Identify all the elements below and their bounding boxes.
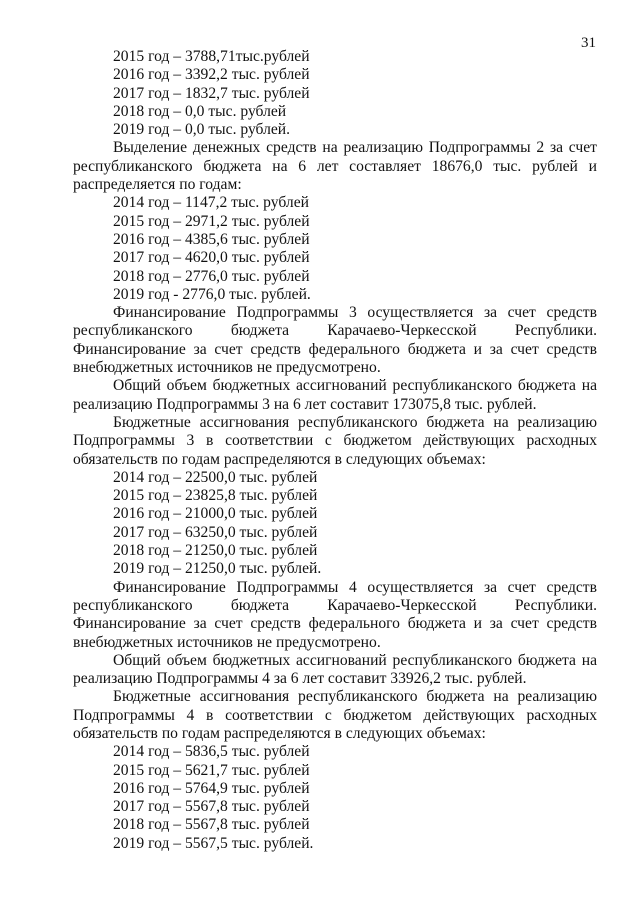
year-allocation-line: 2019 год – 5567,5 тыс. рублей.	[113, 834, 314, 852]
year-allocation-line: 2015 год – 23825,8 тыс. рублей	[113, 487, 318, 505]
subprogram-4-yearly-list	[73, 743, 597, 853]
page-content	[73, 48, 597, 853]
subprogram-2-yearly-list	[73, 194, 597, 304]
subprogram-3-financing-paragraph: Финансирование Подпрограммы 3 осуществляется за счет средств республиканского бюджета Карачаево-Черкесской Республики. Финансирование за счет средств федерального бюджета и за счет средств внебюджетных источников не предусмотрено.	[73, 304, 597, 377]
subprogram-3-total-paragraph: Общий объем бюджетных ассигнований республиканского бюджета на реализацию Подпрограммы 3 на 6 лет составит 173075,8 тыс. рублей.	[73, 377, 597, 413]
year-allocation-line: 2016 год – 4385,6 тыс. рублей	[113, 230, 310, 248]
subprogram-4-allocation-paragraph: Бюджетные ассигнования республиканского бюджета на реализацию Подпрограммы 4 в соответствии с бюджетом действующих расходных обязательств по годам распределяются в следующих объемах:	[73, 688, 597, 742]
year-allocation-line: 2018 год – 2776,0 тыс. рублей	[113, 267, 310, 285]
year-allocation-line: 2017 год – 63250,0 тыс. рублей	[113, 523, 318, 541]
year-allocation-line: 2014 год – 5836,5 тыс. рублей	[113, 743, 310, 761]
year-allocation-line: 2016 год – 5764,9 тыс. рублей	[113, 779, 310, 797]
year-allocation-line: 2019 год - 2776,0 тыс. рублей.	[113, 285, 311, 303]
year-allocation-line: 2017 год – 1832,7 тыс. рублей	[113, 84, 310, 102]
year-allocation-line: 2014 год – 22500,0 тыс. рублей	[113, 468, 318, 486]
subprogram-3-allocation-paragraph: Бюджетные ассигнования республиканского бюджета на реализацию Подпрограммы 3 в соответствии с бюджетом действующих расходных обязательств по годам распределяются в следующих объемах:	[73, 413, 597, 468]
subprogram-2-total-paragraph: Выделение денежных средств на реализацию Подпрограммы 2 за счет республиканского бюджета на 6 лет составляет 18676,0 тыс. рублей и распределяется по годам:	[73, 139, 597, 194]
subprogram-3-yearly-list	[73, 469, 597, 579]
year-allocation-line: 2015 год – 5621,7 тыс. рублей	[113, 761, 310, 779]
year-allocation-line: 2015 год – 2971,2 тыс. рублей	[113, 212, 310, 230]
year-allocation-line: 2019 год – 0,0 тыс. рублей.	[113, 121, 291, 139]
year-allocation-line: 2016 год – 21000,0 тыс. рублей	[113, 505, 318, 523]
year-allocation-line: 2018 год – 21250,0 тыс. рублей	[113, 542, 318, 560]
year-allocation-line: 2018 год – 5567,8 тыс. рублей	[113, 816, 310, 834]
year-allocation-line: 2016 год – 3392,2 тыс. рублей	[113, 66, 310, 84]
year-allocation-line: 2018 год – 0,0 тыс. рублей	[113, 102, 287, 120]
year-allocation-line: 2017 год – 4620,0 тыс. рублей	[113, 249, 310, 267]
year-allocation-line: 2015 год – 3788,71тыс.рублей	[113, 48, 310, 65]
year-allocation-line: 2014 год – 1147,2 тыс. рублей	[113, 194, 309, 212]
subprogram-4-total-paragraph: Общий объем бюджетных ассигнований республиканского бюджета на реализацию Подпрограммы 4 за 6 лет составит 33926,2 тыс. рублей.	[73, 651, 597, 688]
page-number: 31	[581, 35, 596, 51]
subprogram-1-yearly-list	[73, 48, 597, 139]
subprogram-4-financing-paragraph: Финансирование Подпрограммы 4 осуществляется за счет средств республиканского бюджета Карачаево-Черкесской Республики. Финансирование за счет средств федерального бюджета и за счет средств внебюджетных источников не предусмотрено.	[73, 578, 597, 651]
year-allocation-line: 2017 год – 5567,8 тыс. рублей	[113, 798, 310, 816]
year-allocation-line: 2019 год – 21250,0 тыс. рублей.	[113, 560, 322, 578]
